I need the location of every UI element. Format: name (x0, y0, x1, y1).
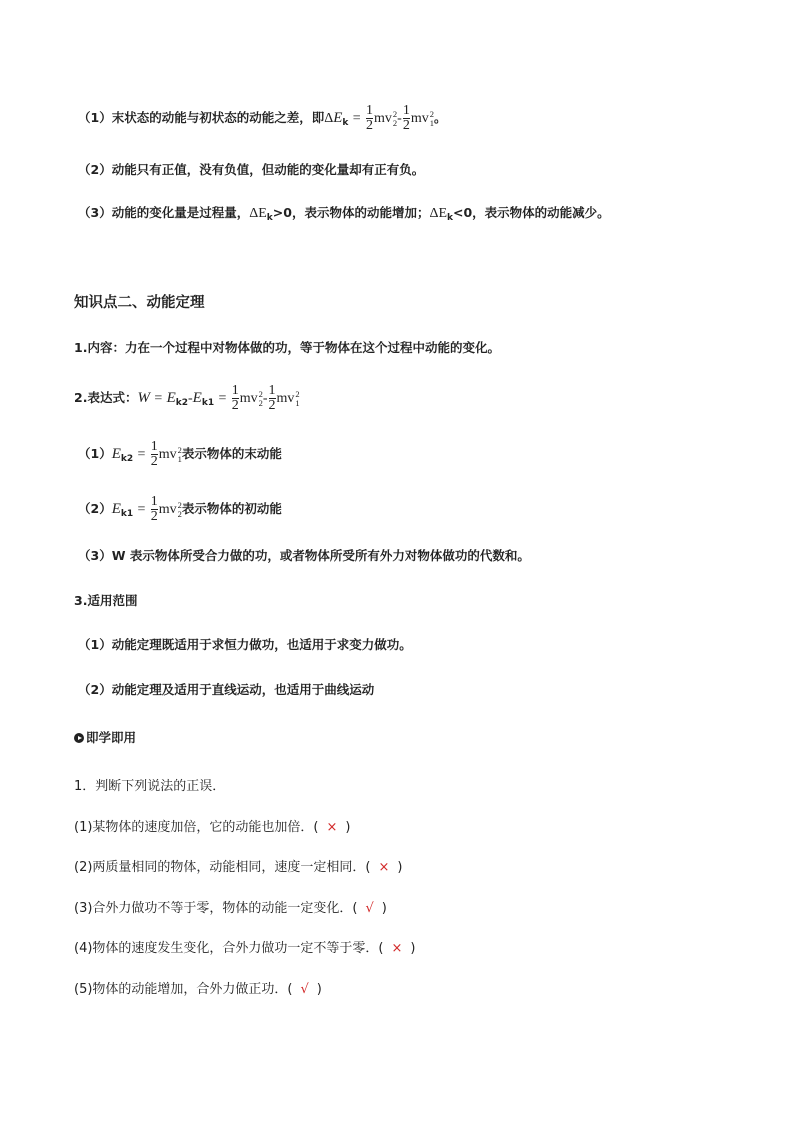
theorem-expression (74, 384, 300, 413)
mv-term: mv (276, 391, 295, 406)
section-title: 知识点二、动能定理 (74, 295, 205, 311)
expression-sub-1 (78, 440, 282, 469)
subscript: k2 (120, 454, 134, 464)
mv-term: mv (158, 502, 177, 517)
subscript: k2 (175, 398, 188, 408)
item-text: >0，表示物体的动能增加； (272, 205, 430, 220)
energy-symbol: E (333, 110, 343, 126)
mv-term: mv (374, 111, 392, 126)
item-number: （1） (78, 110, 112, 125)
play-icon (74, 733, 84, 743)
subscript: k1 (120, 509, 134, 519)
period: 。 (433, 110, 447, 125)
subscript: k (342, 118, 349, 128)
item-text: 表示物体的末动能 (181, 446, 282, 461)
theorem-content: 1.内容：力在一个过程中对物体做的功，等于物体在这个过程中动能的变化。 (74, 340, 500, 355)
item-text: 动能只有正值，没有负值，但动能的变化量却有正有负。 (111, 162, 425, 177)
subscript: k (266, 213, 273, 223)
equals-sign: = (137, 502, 146, 517)
judgement-item: (1)某物体的速度加倍，它的动能也加倍．( × ) (74, 820, 351, 835)
item-number: （3） (78, 205, 112, 220)
sup-sub: 2 1 (295, 388, 300, 408)
fraction: $\frac{1}{2}$ (231, 383, 239, 413)
judgement-item: (4)物体的速度发生变化，合外力做功一定不等于零．( × ) (74, 941, 416, 956)
item-text: 末状态的动能与初状态的动能之差，即 (111, 110, 325, 125)
item-number: （2） (78, 501, 112, 516)
scope-heading: 3.适用范围 (74, 593, 138, 608)
item-number: （3） (78, 548, 112, 563)
sup-sub: 2 1 (177, 444, 182, 464)
practice-heading (74, 728, 136, 746)
fraction: $\frac{1}{2}$ (150, 494, 158, 524)
cross-icon: × (326, 820, 338, 835)
mv-term: mv (158, 447, 177, 462)
sup-sub: 2 2 (177, 499, 182, 519)
change-item-2 (78, 160, 424, 178)
item-text: 动能的变化量是过程量， (111, 205, 250, 220)
sup-sub: 2 2 (392, 108, 398, 128)
mv-term: mv (239, 391, 258, 406)
practice-heading-text: 即学即用 (86, 730, 137, 745)
item-text: 表示物体的初动能 (181, 501, 282, 516)
judgement-item: (5)物体的动能增加，合外力做正功．( √ ) (74, 982, 322, 997)
fraction: $\frac{1}{2}$ (150, 439, 158, 469)
item-number: （1） (78, 446, 112, 461)
fraction: $\frac{1}{2}$ (402, 103, 410, 133)
expression-sub-2 (78, 495, 282, 524)
cross-icon: × (378, 860, 390, 875)
delta-ek: ΔE (249, 206, 267, 221)
item-text: W 表示物体所受合力做的功，或者物体所受所有外力对物体做功的代数和。 (111, 548, 530, 563)
minus-sign: - (397, 111, 402, 126)
subscript: k (447, 213, 454, 223)
judgement-item: (3)合外力做功不等于零，物体的动能一定变化．( √ ) (74, 901, 387, 916)
energy-symbol: E (111, 501, 121, 517)
change-item-3 (78, 203, 610, 223)
delta-symbol: Δ (324, 111, 334, 126)
subscript: k1 (201, 398, 215, 408)
equals-sign: = (154, 391, 163, 406)
item-number: （2） (78, 162, 112, 177)
sup-sub: 2 1 (429, 108, 434, 128)
question-stem: 1．判断下列说法的正误． (74, 779, 226, 794)
equals-sign: = (352, 111, 361, 126)
equals-sign: = (137, 447, 146, 462)
work-symbol: W (137, 390, 150, 406)
cross-icon: × (391, 941, 403, 956)
scope-item-1: （1）动能定理既适用于求恒力做功，也适用于求变力做功。 (78, 637, 412, 652)
change-item-1 (78, 104, 447, 133)
energy-symbol: E (111, 446, 121, 462)
fraction: $\frac{1}{2}$ (268, 383, 276, 413)
judgement-item: (2)两质量相同的物体，动能相同，速度一定相同．( × ) (74, 860, 403, 875)
check-icon: √ (300, 982, 309, 997)
energy-symbol: E (166, 390, 176, 406)
energy-symbol: E (192, 390, 202, 406)
scope-item-2: （2）动能定理及适用于直线运动，也适用于曲线运动 (78, 682, 375, 697)
expression-sub-3 (78, 546, 530, 564)
equals-sign: = (218, 391, 227, 406)
fraction: $\frac{1}{2}$ (366, 103, 374, 133)
sup-sub: 2 2 (258, 388, 263, 408)
mv-term: mv (410, 111, 429, 126)
minus-sign: - (188, 391, 193, 406)
item-text: <0，表示物体的动能减少。 (453, 205, 610, 220)
delta-ek: ΔE (429, 206, 448, 221)
check-icon: √ (365, 901, 374, 916)
minus-sign: - (262, 391, 268, 406)
expression-label: 2.表达式： (74, 390, 138, 405)
